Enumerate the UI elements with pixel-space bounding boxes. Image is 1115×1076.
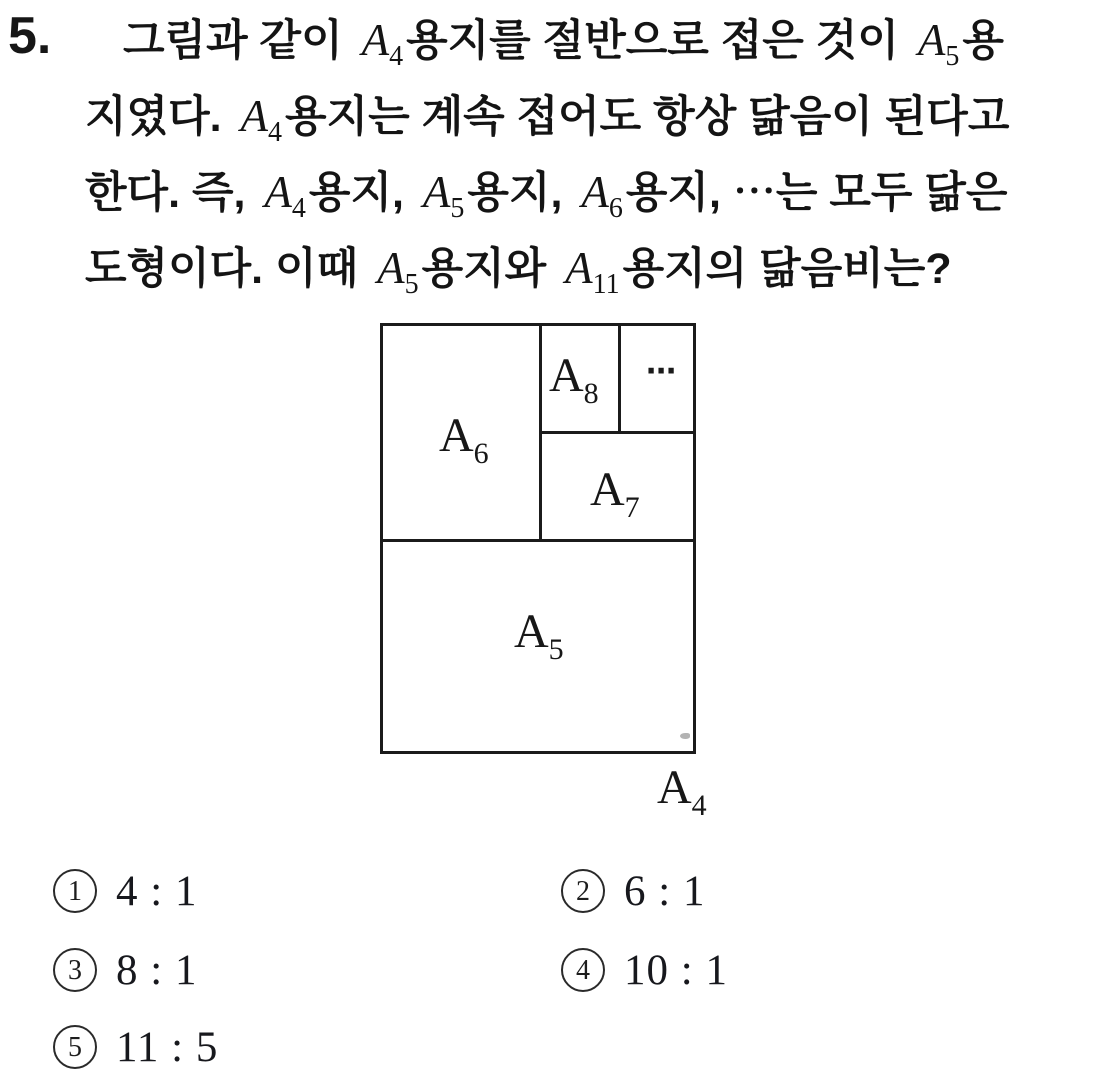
korean-text: 도형이다. 이때 — [85, 245, 371, 293]
label-a8-base: A — [549, 349, 584, 402]
choice-2-ratio: 6 : 1 — [624, 867, 706, 915]
choice-4-ratio: 10 : 1 — [624, 946, 728, 994]
divider-a8-right — [618, 326, 621, 434]
choice-3-ratio: 8 : 1 — [116, 946, 198, 994]
korean-text: 용지, — [467, 169, 575, 217]
math-symbol: A — [377, 243, 405, 293]
label-a4 — [657, 761, 707, 830]
choice-3-circled-number: 3 — [53, 948, 97, 992]
korean-text: 그림과 같이 — [123, 17, 355, 65]
answer-choice-3[interactable] — [53, 947, 197, 993]
label-a5-sub: 5 — [548, 633, 564, 666]
answer-choice-2[interactable] — [561, 868, 705, 914]
divider-a6-right — [539, 326, 542, 542]
label-a7-base: A — [590, 463, 625, 516]
choice-5-circled-number: 5 — [53, 1025, 97, 1069]
question-line-2 — [85, 78, 1110, 154]
korean-text: 지였다. — [85, 93, 234, 141]
math-symbol: A — [264, 167, 292, 217]
choice-5-ratio: 11 : 5 — [116, 1023, 219, 1071]
label-a6-sub: 6 — [473, 437, 489, 470]
label-a4-base: A — [657, 761, 692, 814]
korean-text: 용 — [962, 17, 1004, 65]
korean-text: 용지와 — [421, 245, 559, 293]
paper-folding-diagram — [380, 323, 707, 822]
question-line-4 — [85, 230, 1110, 306]
label-a7 — [590, 463, 640, 532]
label-a7-sub: 7 — [624, 491, 640, 524]
korean-text: 한다. 즉, — [85, 169, 258, 217]
question-text — [85, 2, 1110, 306]
math-symbol: A — [917, 15, 946, 65]
math-symbol: A — [581, 167, 609, 217]
math-subscript: 4 — [268, 117, 283, 148]
math-subscript: 5 — [450, 193, 465, 224]
ellipsis-label: ⋯ — [646, 354, 678, 389]
math-subscript: 11 — [592, 269, 620, 300]
math-symbol: A — [361, 15, 390, 65]
scan-artifact — [680, 733, 690, 739]
math-subscript: 5 — [945, 41, 960, 72]
math-subscript: 5 — [404, 269, 419, 300]
label-a8 — [549, 349, 599, 418]
answer-choice-1[interactable] — [53, 868, 197, 914]
math-subscript: 4 — [291, 193, 306, 224]
answer-choice-5[interactable] — [53, 1024, 218, 1070]
korean-text: 용지는 계속 접어도 항상 닮음이 된다고 — [285, 93, 1010, 141]
math-subscript: 6 — [608, 193, 623, 224]
math-symbol: A — [422, 167, 451, 217]
question-number: 5. — [8, 7, 52, 65]
label-a4-sub: 4 — [691, 789, 707, 822]
question-line-1 — [85, 2, 1110, 78]
korean-text: 용지의 닮음비는? — [622, 245, 952, 293]
answer-choice-4[interactable] — [561, 947, 728, 993]
choice-1-circled-number: 1 — [53, 869, 97, 913]
label-a8-sub: 8 — [583, 377, 599, 410]
math-symbol: A — [565, 243, 593, 293]
divider-a7-top — [539, 431, 693, 434]
label-a5 — [514, 605, 564, 674]
label-a6 — [439, 409, 489, 478]
choice-1-ratio: 4 : 1 — [116, 867, 198, 915]
korean-text: 용지, — [308, 169, 416, 217]
choice-2-circled-number: 2 — [561, 869, 605, 913]
choice-4-circled-number: 4 — [561, 948, 605, 992]
label-a5-base: A — [514, 605, 549, 658]
math-subscript: 4 — [389, 41, 404, 72]
korean-text: 용지를 절반으로 접은 것이 — [406, 17, 911, 65]
question-line-3 — [85, 154, 1110, 230]
divider-a5-top — [383, 539, 693, 542]
label-a6-base: A — [439, 409, 474, 462]
korean-text: 용지, ⋯는 모두 닮은 — [625, 169, 1008, 217]
math-symbol: A — [240, 91, 269, 141]
